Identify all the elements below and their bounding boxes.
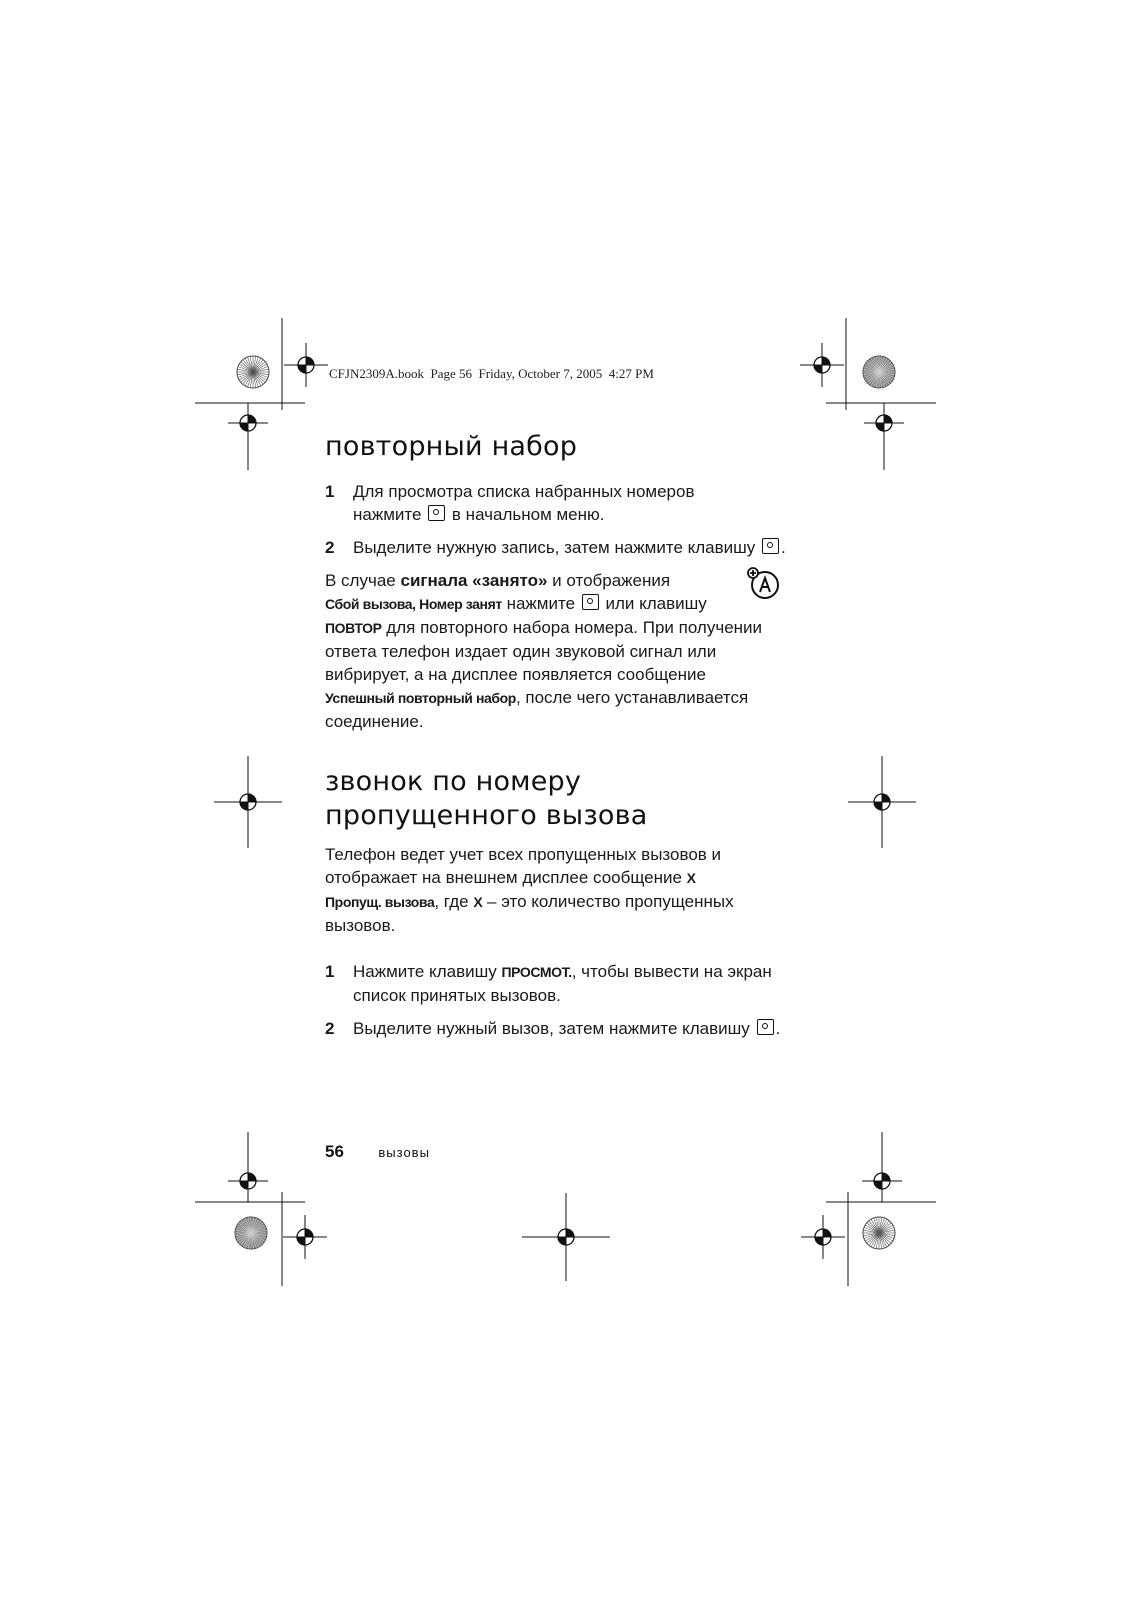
note-text: ответа телефон издает один звуковой сигнал или <box>325 642 717 661</box>
note-text: для повторного набора номера. При получении <box>386 618 763 637</box>
center-select-key-icon <box>762 538 779 554</box>
center-select-key-icon <box>428 505 445 521</box>
step-text: Выделите нужный вызов, затем нажмите клавишу <box>353 1019 750 1038</box>
note-text: В случае <box>325 571 396 590</box>
display-message-tag: Сбой вызова, Номер занят <box>325 596 502 612</box>
soft-key-tag: ПРОСМОТ. <box>501 964 572 980</box>
network-feature-icon <box>745 565 781 601</box>
note-bold-term: сигнала «занято» <box>400 571 548 590</box>
step-text: Выделите нужную запись, затем нажмите клавишу <box>353 538 756 557</box>
registration-starburst-icon <box>863 1217 895 1249</box>
step-text: , чтобы вывести на экран <box>571 962 772 981</box>
title-line: пропущенного вызова <box>325 800 648 831</box>
step-text: Нажмите клавишу <box>353 962 497 981</box>
count-variable: X <box>686 870 696 886</box>
count-variable: X <box>473 894 483 910</box>
step-text: Для просмотра списка набранных номеров <box>353 482 695 501</box>
para-text: Телефон ведет учет всех пропущенных вызовов и <box>325 845 722 864</box>
center-select-key-icon <box>582 594 599 610</box>
step-text: нажмите <box>353 505 422 524</box>
para-text: отображает на внешнем дисплее сообщение <box>325 868 682 887</box>
step-number: 1 <box>325 482 335 501</box>
note-text: нажмите <box>506 594 576 613</box>
registration-starburst-icon <box>235 1217 267 1249</box>
running-section-name: вызовы <box>378 1145 430 1160</box>
para-text: вызовов. <box>325 916 396 935</box>
section-title-missed-call <box>325 765 805 833</box>
soft-key-tag: ПОВТОР <box>325 620 382 636</box>
note-text: или клавишу <box>605 594 707 613</box>
display-message-tag: Успешный повторный набор <box>325 690 516 706</box>
step-text: . <box>775 1019 781 1038</box>
step-text: список принятых вызовов. <box>353 986 561 1005</box>
page-footer <box>325 1142 430 1162</box>
busy-signal-note <box>325 569 805 733</box>
para-text: , где <box>434 892 469 911</box>
note-text: вибрирует, а на дисплее появляется сообщение <box>325 665 706 684</box>
registration-starburst-icon <box>237 356 269 388</box>
redial-step-2 <box>325 536 805 559</box>
step-text: в начальном меню. <box>451 505 605 524</box>
page-number: 56 <box>325 1142 344 1161</box>
note-text: , после чего устанавливается <box>515 688 749 707</box>
redial-step-1 <box>325 480 805 526</box>
center-select-key-icon <box>757 1019 774 1035</box>
display-message-tag: Пропущ. вызова <box>325 894 435 910</box>
print-slug: CFJN2309A.book Page 56 Friday, October 7, 2005 4:27 PM <box>329 366 654 381</box>
note-text: соединение. <box>325 712 424 731</box>
section-title-redial: повторный набор <box>325 431 578 462</box>
missed-call-step-1 <box>325 960 805 1007</box>
title-line: звонок по номеру <box>325 766 582 797</box>
missed-call-description <box>325 843 805 937</box>
registration-starburst-icon <box>863 356 895 388</box>
step-text: . <box>781 538 786 557</box>
page-content <box>325 430 805 1040</box>
step-number: 1 <box>325 962 335 981</box>
para-text: – это количество пропущенных <box>487 892 734 911</box>
step-number: 2 <box>325 538 335 557</box>
step-number: 2 <box>325 1019 335 1038</box>
note-text: и отображения <box>552 571 671 590</box>
missed-call-step-2 <box>325 1017 805 1040</box>
